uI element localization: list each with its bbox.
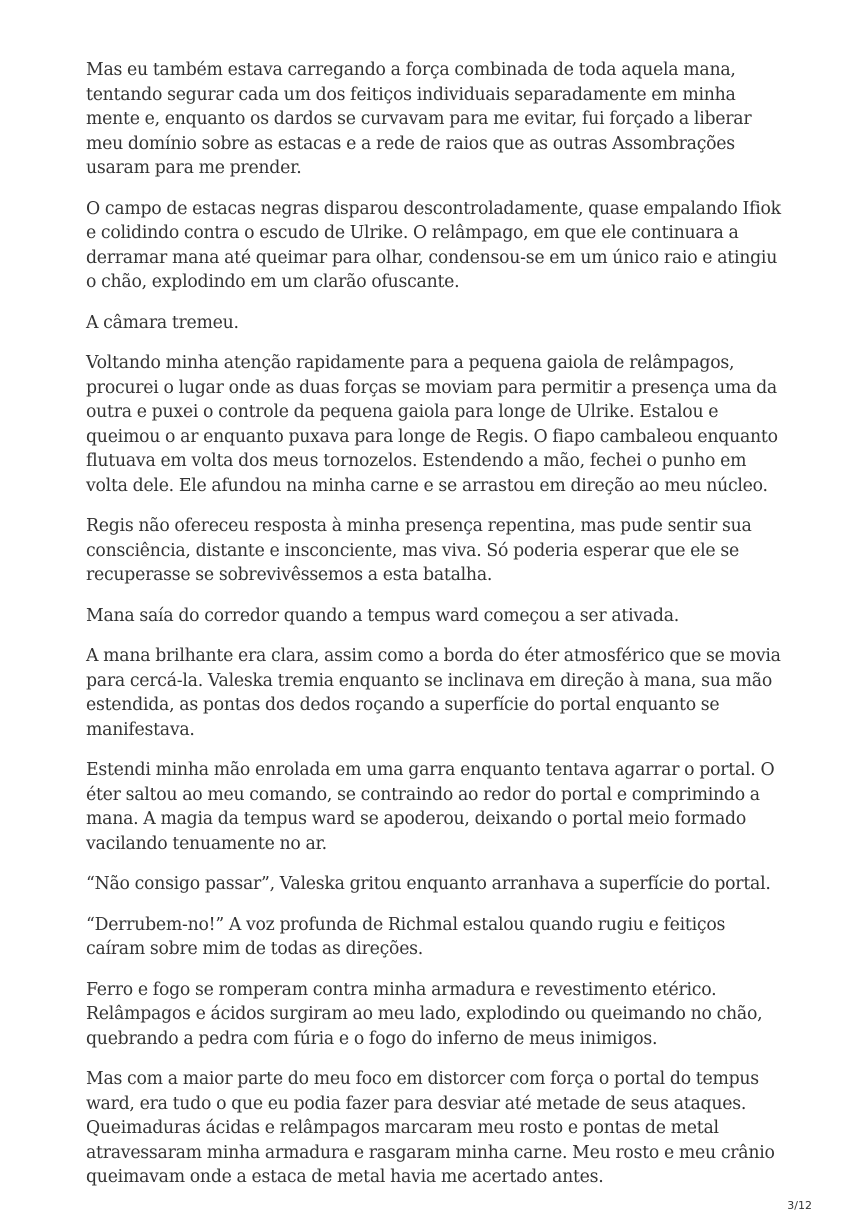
paragraph-7: A mana brilhante era clara, assim como a borda do éter atmosférico que se movia para cercá-la. Valeska tremia enquanto se inclinava em direção à mana, sua mão estendida, as pontas dos dedos roçando a superfície do portal enquanto se manifestava. <box>86 646 781 740</box>
paragraph-5: Regis não ofereceu resposta à minha presença repentina, mas pude sentir sua consciência, distante e insconciente, mas viva. Só poderia esperar que ele se recuperasse se sobrevivêssemos a esta batalha. <box>86 516 752 585</box>
paragraph-2: O campo de estacas negras disparou descontroladamente, quase empalando Ifiok e colidindo contra o escudo de Ulrike. O relâmpago, em que ele continuara a derramar mana até queimar para olhar, condensou-se em um único raio e atingiu o chão, explodindo em um clarão ofuscante. <box>86 198 781 292</box>
paragraph-9: “Não consigo passar”, Valeska gritou enquanto arranhava a superfície do portal. <box>86 874 771 894</box>
paragraph-10: “Derrubem-no!” A voz profunda de Richmal estalou quando rugiu e feitiços caíram sobre mim de todas as direções. <box>86 914 726 959</box>
paragraph-3: A câmara tremeu. <box>86 312 239 333</box>
paragraph-11: Ferro e fogo se romperam contra minha armadura e revestimento etérico. Relâmpagos e ácidos surgiram ao meu lado, explodindo ou queimando no chão, quebrando a pedra com fúria e o fogo do inferno de meus inimigos. <box>86 979 763 1049</box>
document-page <box>86 58 786 1206</box>
paragraph-12: Mas com a maior parte do meu foco em distorcer com força o portal do tempus ward, era tudo o que eu podia fazer para desviar até metade de seus ataques. Queimaduras ácidas e relâmpagos marcaram meu rosto e pontas de metal atravessaram minha armadura e rasgaram minha carne. Meu rosto e meu crânio queimavam onde a estaca de metal havia me acertado antes. <box>86 1069 775 1187</box>
paragraph-6: Mana saía do corredor quando a tempus ward começou a ser ativada. <box>86 605 680 626</box>
page-number: 3/12 <box>787 1199 812 1212</box>
paragraph-4: Voltando minha atenção rapidamente para a pequena gaiola de relâmpagos, procurei o lugar onde as duas forças se moviam para permitir a presença uma da outra e puxei o controle da pequena gaiola para longe de Ulrike. Estalou e queimou o ar enquanto puxava para longe de Regis. O fiapo cambaleou enquanto flutuava em volta dos meus tornozelos. Estendendo a mão, fechei o punho em volta dele. Ele afundou na minha carne e se arrastou em direção ao meu núcleo. <box>86 353 778 496</box>
paragraph-8: Estendi minha mão enrolada em uma garra enquanto tentava agarrar o portal. O éter saltou ao meu comando, se contraindo ao redor do portal e comprimindo a mana. A magia da tempus ward se apoderou, deixando o portal meio formado vacilando tenuamente no ar. <box>86 760 775 854</box>
paragraph-1: Mas eu também estava carregando a força combinada de toda aquela mana, tentando segurar cada um dos feitiços individuais separadamente em minha mente e, enquanto os dardos se curvavam para me evitar, fui forçado a liberar meu domínio sobre as estacas e a rede de raios que as outras Assombrações usaram para me prender. <box>86 60 752 178</box>
